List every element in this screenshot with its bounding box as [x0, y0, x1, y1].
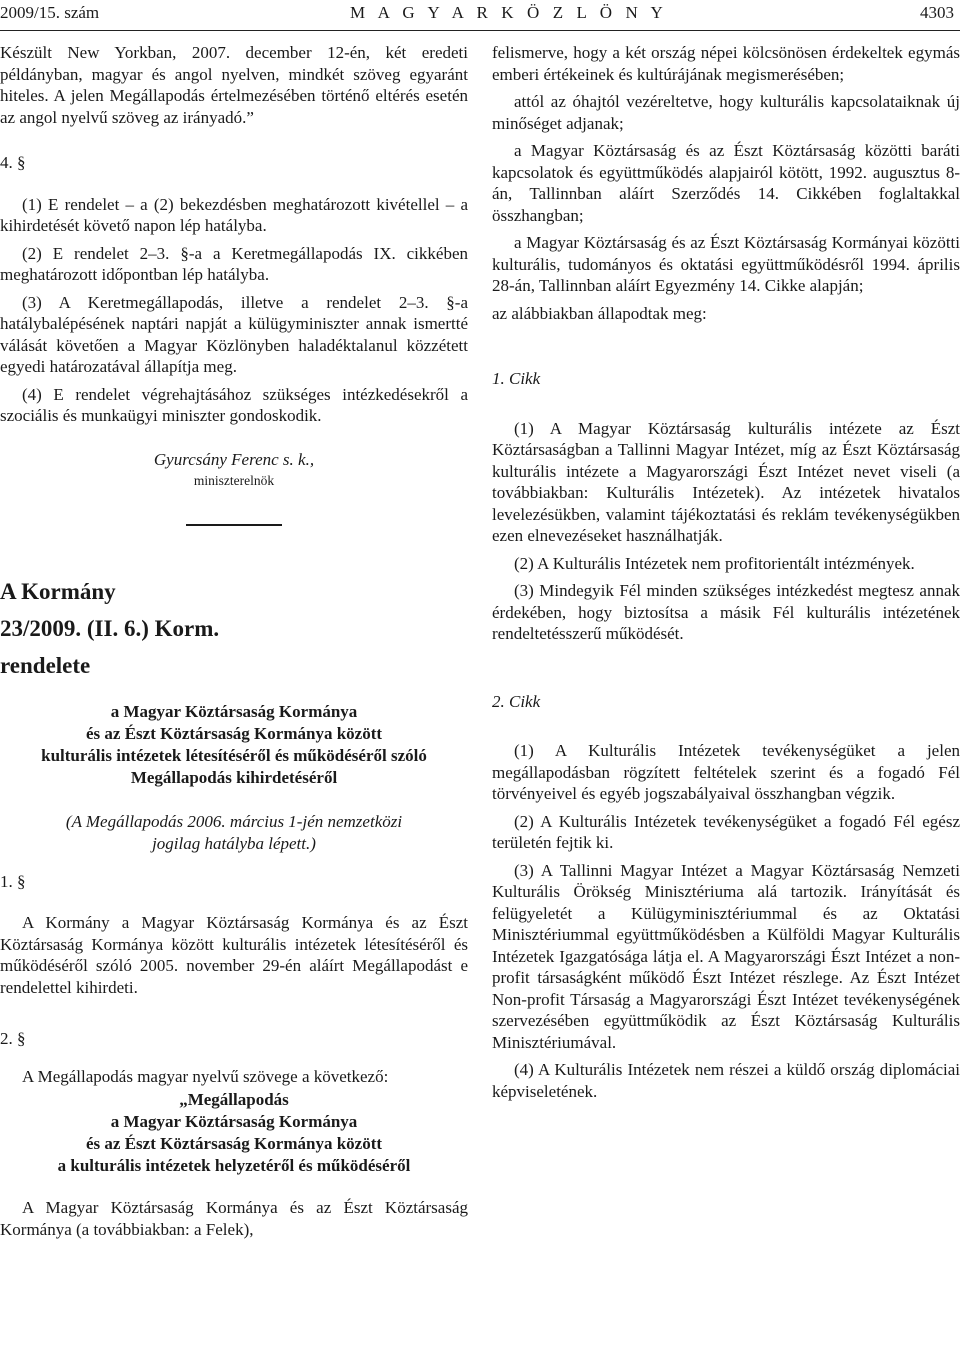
agreement-title-line: és az Észt Köztársaság Kormánya között [85, 1134, 383, 1153]
signer-name: Gyurcsány Ferenc s. k., [153, 449, 315, 469]
note-line: (A Megállapodás 2006. március 1-jén nemzetközi [65, 811, 403, 831]
right-column [492, 42, 960, 1108]
article-2-para-2: (2) A Kulturális Intézetek tevékenységüket a fogadó Fél egész területén fejtik ki. [492, 811, 960, 852]
article-2-para-1: (1) A Kulturális Intézetek tevékenységüket a jelen megállapodásban rögzített feltételek szerint és a fogadó Fél törvényeivel és egyéb jogszabályaival összhangban végzik. [492, 741, 960, 803]
section-2-para: A Megállapodás magyar nyelvű szövege a következő: [22, 1066, 389, 1086]
article-1-heading: 1. Cikk [492, 369, 541, 388]
note-line: jogilag hatályba lépett.) [152, 833, 316, 853]
agreement-title-line: „Megállapodás [179, 1090, 289, 1109]
left-column [0, 42, 468, 1246]
decree-number: 23/2009. (II. 6.) Korm. [0, 615, 220, 641]
decree-subject-line: a Magyar Köztársaság Kormánya [110, 701, 358, 721]
decree-subject-line: és az Észt Köztársaság Kormánya között [85, 723, 383, 743]
section-4-para-4: (4) E rendelet végrehajtásához szükséges intézkedésekről a szociális és munkaügyi miniszter gondoskodik. [0, 384, 468, 425]
decree-subject-line: kulturális intézetek létesítéséről és működéséről szóló [41, 745, 427, 765]
entry-into-force-note [0, 811, 468, 855]
parties-paragraph: A Magyar Köztársaság Kormánya és az Észt Köztársaság Kormánya (a továbbiakban: a Felek), [0, 1198, 468, 1239]
section-1-para: A Kormány a Magyar Köztársaság Kormánya és az Észt Köztársaság Kormánya között kulturális intézetek létesítéséről és működéséről szóló 2005. november 29-én aláírt Megállapodást e rendelettel kihirdeti. [0, 913, 468, 997]
article-1-para-3: (3) Mindegyik Fél minden szükséges intézkedést megtesz annak érdekében, hogy biztosítsa a másik Fél kulturális intézetének rendeltetésszerű működését. [492, 581, 960, 643]
section-4-para-2: (2) E rendelet 2–3. §-a a Keretmegállapodás IX. cikkében meghatározott időpontban lép hatályba. [0, 243, 468, 284]
article-2-para-3: (3) A Tallinni Magyar Intézet a Magyar Köztársaság Nemzeti Kulturális Örökség Minisztériuma alá tartozik. Irányítását és felügyeletét a Külügyminisztériummal és az Oktatási Minisztériummal együttműködésben a Külföldi Magyar Kulturális Intézetek Igazgatósága látja el. A Magyarországi Észt Intézet a non-profit társaságként működő Észt Intézet részlege. Az Észt Intézet Non-profit Társaság a Magyarországi Észt Intézet tevékenységének szervezésében együttműködik az Észt Köztársaság Kulturális Minisztériumával. [492, 860, 960, 1052]
signer-role: miniszterelnök [193, 473, 275, 488]
section-1-heading: 1. § [0, 871, 26, 891]
decree-label: rendelete [0, 652, 91, 678]
preamble-para: a Magyar Köztársaság és az Észt Köztársaság Kormányai közötti kulturális, tudományos és oktatási együttműködésről 1994. április 28-án, Tallinnban aláírt Egyezmény 14. Cikke alapján; [492, 233, 960, 295]
page-header [0, 0, 960, 30]
article-1-para-1: (1) A Magyar Köztársaság kulturális intézete az Észt Köztársaságban a Tallinni Magyar Intézet, míg az Észt Köztársaság kulturális intézete a Magyarországi Észt Intézet nevet viseli (a továbbiakban: Kulturális Intézetek). Az intézetek hivatalos levelezésükben, valamint tájékoztatási és reklám tevékenységükben ezen elnevezéseket használhatják. [492, 418, 960, 545]
agreement-title [0, 1089, 468, 1177]
article-2-heading: 2. Cikk [492, 691, 541, 711]
decree-subject-line: Megállapodás kihirdetéséről [130, 767, 338, 787]
decree-issuer: A Kormány [0, 578, 116, 604]
preamble-para: attól az óhajtól vezéreltetve, hogy kulturális kapcsolataiknak új minőséget adjanak; [492, 92, 960, 133]
section-4-para-1: (1) E rendelet – a (2) bekezdésben meghatározott kivétellel – a kihirdetését követő napon lép hatályba. [0, 194, 468, 235]
page-number: 4303 [920, 3, 954, 22]
separator-line [186, 524, 282, 526]
article-2-para-4: (4) A Kulturális Intézetek nem részei a küldő ország diplomáciai képviseletének. [492, 1060, 960, 1101]
agreement-title-line: a Magyar Köztársaság Kormánya [110, 1112, 358, 1131]
section-4-para-3: (3) A Keretmegállapodás, illetve a rendelet 2–3. §-a hatálybalépésének naptári napját a külügyminiszter annak ismertté válását követően a Magyar Közlönyben haladéktalanul közzétett egyedi határozatával állapítja meg. [0, 292, 468, 376]
issue-number: 2009/15. szám [0, 3, 100, 22]
agreement-title-line: a kulturális intézetek helyzetéről és működéséről [57, 1156, 411, 1175]
preamble-para: a Magyar Köztársaság és az Észt Köztársaság közötti baráti kapcsolatok és együttműködés alapjairól kötött, 1992. augusztus 8-án, Tallinnban aláírt Szerződés 14. Cikkében foglaltakkal összhangban; [492, 141, 960, 225]
section-4-heading: 4. § [0, 153, 26, 172]
article-1-para-2: (2) A Kulturális Intézetek nem profitorientált intézmények. [514, 553, 915, 573]
preamble-para: az alábbiakban állapodtak meg: [492, 303, 707, 323]
preamble-para: felismerve, hogy a két ország népei kölcsönösen érdekeltek egymás emberi értékeinek és kultúrájának megismerésében; [492, 43, 960, 84]
section-2-heading: 2. § [0, 1029, 26, 1048]
header-rule [0, 30, 960, 31]
decree-subject [0, 701, 468, 789]
intro-paragraph: Készült New Yorkban, 2007. december 12-én, két eredeti példányban, magyar és angol nyelven, mindkét szöveg egyaránt hiteles. A jelen Megállapodás értelmezésében történő eltérés esetén az angol nyelvű szöveg az irányadó.” [0, 43, 468, 127]
journal-title: M A G Y A R K Ö Z L Ö N Y [350, 3, 668, 22]
